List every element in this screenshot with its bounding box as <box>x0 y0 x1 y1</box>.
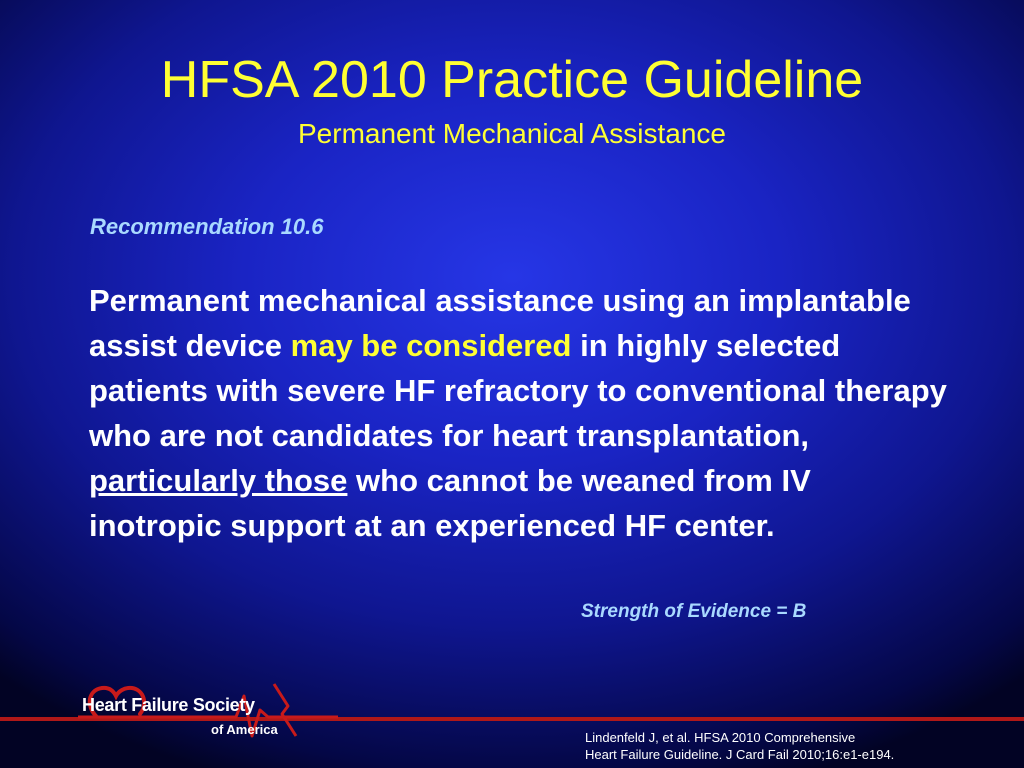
recommendation-body <box>89 278 949 548</box>
body-underlined: particularly those <box>89 463 348 498</box>
hfsa-logo <box>78 676 338 748</box>
logo-name: Heart Failure Society <box>82 695 255 715</box>
citation <box>585 729 894 763</box>
body-highlight: may be considered <box>290 328 572 363</box>
body-text-part2: in highly selected patients with severe HF refractory to conventional therapy who are not candidates for heart transplantation, <box>89 328 947 453</box>
evidence-strength: Strength of Evidence = B <box>581 601 807 622</box>
slide-title: HFSA 2010 Practice Guideline <box>160 51 864 109</box>
recommendation-label: Recommendation 10.6 <box>90 214 324 239</box>
citation-line-2: Heart Failure Guideline. J Card Fail 2010;16:e1-e194. <box>585 747 895 762</box>
body-text-part3: who cannot be weaned from IV inotropic support at an experienced HF center. <box>89 463 811 543</box>
citation-line-1: Lindenfeld J, et al. HFSA 2010 Comprehensive <box>585 730 856 745</box>
slide-subtitle: Permanent Mechanical Assistance <box>298 118 726 149</box>
logo-subtitle: of America <box>211 722 278 737</box>
body-text-part1: Permanent mechanical assistance using an implantable assist device <box>89 283 911 363</box>
